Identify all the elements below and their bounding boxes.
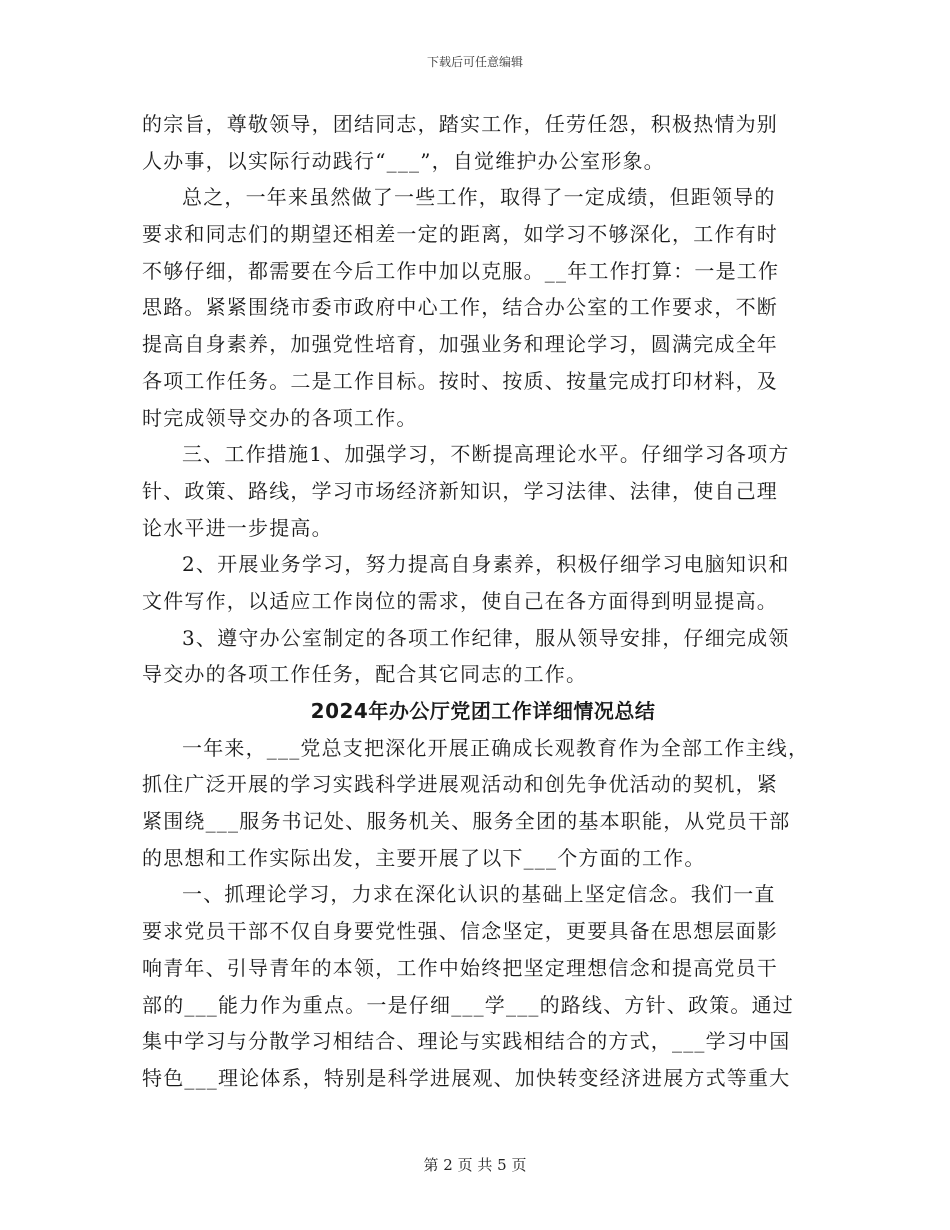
text-line: 集中学习与分散学习相结合、理论与实践相结合的方式，___学习中国 xyxy=(142,1029,791,1054)
text-line: 要求和同志们的期望还相差一定的距离，如学习不够深化，工作有时 xyxy=(142,222,778,247)
text-line: 紧围绕___服务书记处、服务机关、服务全团的基本职能，从党员干部 xyxy=(142,809,791,834)
text-line: 一、抓理论学习，力求在深化认识的基础上坚定信念。我们一直 xyxy=(182,882,776,907)
text-line: 响青年、引导青年的本领，工作中始终把坚定理想信念和提高党员干 xyxy=(142,955,778,980)
text-line: 针、政策、路线，学习市场经济新知识，学习法律、法律，使自己理 xyxy=(142,478,778,503)
text-line: 2、开展业务学习，努力提高自身素养，积极仔细学习电脑知识和 xyxy=(182,552,790,577)
text-line: 一年来，___党总支把深化开展正确成长观教育作为全部工作主线， xyxy=(182,735,810,760)
text-line: 3、遵守办公室制定的各项工作纪律，服从领导安排，仔细完成领 xyxy=(182,625,790,650)
document-body xyxy=(142,106,824,1097)
section-title: 2024年办公厅党团工作详细情况总结 xyxy=(310,699,656,723)
text-line: 总之，一年来虽然做了一些工作，取得了一定成绩，但距领导的 xyxy=(182,185,776,210)
text-line: 思路。紧紧围绕市委市政府中心工作，结合办公室的工作要求，不断 xyxy=(142,295,778,320)
page-header: 下载后可任意编辑 xyxy=(426,55,523,69)
text-line: 提高自身素养，加强党性培育，加强业务和理论学习，圆满完成全年 xyxy=(142,332,778,357)
text-line: 各项工作任务。二是工作目标。按时、按质、按量完成打印材料，及 xyxy=(142,368,778,393)
text-line: 部的___能力作为重点。一是仔细___学___的路线、方针、政策。通过 xyxy=(142,992,794,1017)
text-line: 论水平进一步提高。 xyxy=(142,515,333,540)
page-footer: 第 2 页 共 5 页 xyxy=(423,1156,527,1174)
text-line: 不够仔细，都需要在今后工作中加以克服。__年工作打算：一是工作 xyxy=(142,258,780,283)
text-line: 的宗旨，尊敬领导，团结同志，踏实工作，任劳任怨，积极热情为别 xyxy=(142,112,778,136)
text-line: 抓住广泛开展的学习实践科学进展观活动和创先争优活动的契机，紧 xyxy=(142,772,778,797)
text-line: 时完成领导交办的各项工作。 xyxy=(142,405,418,430)
text-line: 导交办的各项工作任务，配合其它同志的工作。 xyxy=(142,662,588,687)
text-line: 的思想和工作实际出发，主要开展了以下___个方面的工作。 xyxy=(142,845,706,870)
text-line: 特色___理论体系，特别是科学进展观、加快转变经济进展方式等重大 xyxy=(142,1065,791,1090)
text-line: 三、工作措施1、加强学习，不断提高理论水平。仔细学习各项方 xyxy=(182,442,790,467)
text-line: 人办事，以实际行动践行“___”，自觉维护办公室形象。 xyxy=(142,148,665,173)
text-line: 要求党员干部不仅自身要党性强、信念坚定，更要具备在思想层面影 xyxy=(142,919,778,944)
text-line: 文件写作，以适应工作岗位的需求，使自己在各方面得到明显提高。 xyxy=(142,588,778,613)
